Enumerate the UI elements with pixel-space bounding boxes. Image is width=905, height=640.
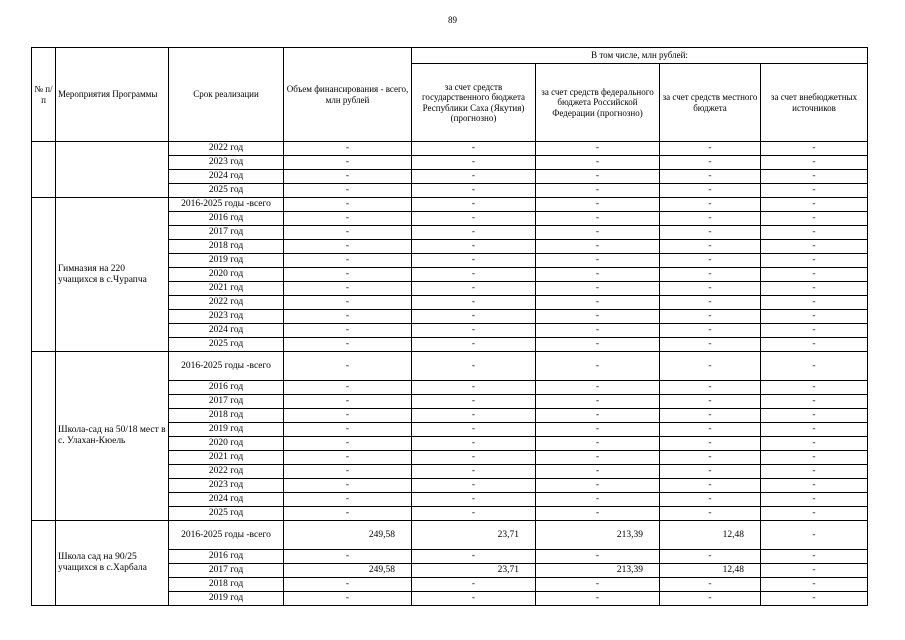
local-cell: -: [660, 437, 761, 451]
local-cell: -: [660, 296, 761, 310]
volume-cell: -: [284, 409, 412, 423]
extra-cell: -: [761, 381, 868, 395]
state-cell: -: [412, 254, 536, 268]
volume-cell: -: [284, 282, 412, 296]
extra-cell: -: [761, 170, 868, 184]
extra-cell: -: [761, 352, 868, 381]
federal-cell: -: [536, 324, 660, 338]
state-cell: -: [412, 282, 536, 296]
state-cell: -: [412, 240, 536, 254]
period-cell: 2025 год: [169, 184, 284, 198]
period-cell: 2024 год: [169, 493, 284, 507]
extra-cell: -: [761, 437, 868, 451]
period-cell: 2018 год: [169, 578, 284, 592]
state-cell: -: [412, 184, 536, 198]
period-cell: 2024 год: [169, 324, 284, 338]
federal-cell: -: [536, 493, 660, 507]
volume-cell: -: [284, 493, 412, 507]
volume-cell: -: [284, 395, 412, 409]
row-number-cell: [32, 142, 56, 198]
volume-cell: -: [284, 507, 412, 521]
federal-cell: -: [536, 479, 660, 493]
extra-cell: -: [761, 592, 868, 606]
federal-cell: -: [536, 423, 660, 437]
table-body: [32, 142, 868, 606]
extra-cell: -: [761, 184, 868, 198]
federal-cell: -: [536, 212, 660, 226]
state-cell: -: [412, 592, 536, 606]
federal-cell: -: [536, 437, 660, 451]
federal-cell: 213,39: [536, 564, 660, 578]
state-cell: -: [412, 324, 536, 338]
period-cell: 2022 год: [169, 142, 284, 156]
volume-cell: -: [284, 578, 412, 592]
state-cell: -: [412, 395, 536, 409]
local-cell: -: [660, 254, 761, 268]
state-cell: -: [412, 550, 536, 564]
federal-cell: -: [536, 338, 660, 352]
extra-cell: -: [761, 564, 868, 578]
event-name: Школа сад на 90/25 учащихся в с.Харбала: [56, 521, 169, 606]
volume-cell: -: [284, 381, 412, 395]
state-cell: -: [412, 352, 536, 381]
local-cell: -: [660, 212, 761, 226]
federal-cell: -: [536, 578, 660, 592]
local-cell: -: [660, 479, 761, 493]
period-cell: 2021 год: [169, 282, 284, 296]
federal-cell: -: [536, 198, 660, 212]
federal-cell: -: [536, 507, 660, 521]
header-volume: Объем финансирования - всего, млн рублей: [284, 48, 412, 142]
period-cell: 2025 год: [169, 507, 284, 521]
state-cell: -: [412, 381, 536, 395]
volume-cell: -: [284, 423, 412, 437]
state-cell: -: [412, 338, 536, 352]
extra-cell: -: [761, 550, 868, 564]
local-cell: -: [660, 578, 761, 592]
period-cell: 2018 год: [169, 409, 284, 423]
state-cell: 23,71: [412, 564, 536, 578]
volume-cell: -: [284, 212, 412, 226]
period-cell: 2016-2025 годы -всего: [169, 198, 284, 212]
header-extra-budget: за счет внебюджетных источников: [761, 64, 868, 142]
volume-cell: -: [284, 310, 412, 324]
extra-cell: -: [761, 198, 868, 212]
local-cell: 12,48: [660, 564, 761, 578]
state-cell: -: [412, 507, 536, 521]
volume-cell: -: [284, 142, 412, 156]
federal-cell: -: [536, 465, 660, 479]
row-number-cell: [32, 198, 56, 352]
local-cell: -: [660, 156, 761, 170]
federal-cell: -: [536, 226, 660, 240]
header-period: Срок реализации: [169, 48, 284, 142]
federal-cell: 213,39: [536, 521, 660, 550]
period-cell: 2016-2025 годы -всего: [169, 521, 284, 550]
state-cell: 23,71: [412, 521, 536, 550]
period-cell: 2021 год: [169, 451, 284, 465]
volume-cell: 249,58: [284, 564, 412, 578]
state-cell: -: [412, 465, 536, 479]
event-name: Школа-сад на 50/18 мест в с. Улахан-Кюель: [56, 352, 169, 521]
extra-cell: -: [761, 423, 868, 437]
header-event: Мероприятия Программы: [56, 48, 169, 142]
volume-cell: -: [284, 592, 412, 606]
period-cell: 2016 год: [169, 550, 284, 564]
period-cell: 2019 год: [169, 254, 284, 268]
local-cell: -: [660, 352, 761, 381]
volume-cell: -: [284, 226, 412, 240]
local-cell: -: [660, 142, 761, 156]
extra-cell: -: [761, 212, 868, 226]
extra-cell: -: [761, 310, 868, 324]
local-cell: -: [660, 451, 761, 465]
state-cell: -: [412, 437, 536, 451]
volume-cell: -: [284, 296, 412, 310]
local-cell: -: [660, 592, 761, 606]
local-cell: -: [660, 395, 761, 409]
extra-cell: -: [761, 338, 868, 352]
federal-cell: -: [536, 254, 660, 268]
local-cell: -: [660, 507, 761, 521]
state-cell: -: [412, 226, 536, 240]
state-cell: -: [412, 212, 536, 226]
volume-cell: -: [284, 170, 412, 184]
period-cell: 2017 год: [169, 395, 284, 409]
table-row: [32, 142, 868, 156]
state-cell: -: [412, 170, 536, 184]
period-cell: 2016 год: [169, 212, 284, 226]
volume-cell: -: [284, 184, 412, 198]
header-state-budget: за счет средств государственного бюджета Республики Саха (Якутия) (прогнозно): [412, 64, 536, 142]
event-name: [56, 142, 169, 198]
extra-cell: -: [761, 156, 868, 170]
volume-cell: -: [284, 550, 412, 564]
extra-cell: -: [761, 521, 868, 550]
local-cell: -: [660, 550, 761, 564]
federal-cell: -: [536, 142, 660, 156]
volume-cell: -: [284, 198, 412, 212]
extra-cell: -: [761, 507, 868, 521]
event-name: Гимназия на 220 учащихся в с.Чурапча: [56, 198, 169, 352]
local-cell: -: [660, 409, 761, 423]
state-cell: -: [412, 479, 536, 493]
state-cell: -: [412, 142, 536, 156]
state-cell: -: [412, 156, 536, 170]
volume-cell: -: [284, 240, 412, 254]
federal-cell: -: [536, 550, 660, 564]
local-cell: -: [660, 198, 761, 212]
extra-cell: -: [761, 324, 868, 338]
local-cell: -: [660, 465, 761, 479]
period-cell: 2025 год: [169, 338, 284, 352]
period-cell: 2024 год: [169, 170, 284, 184]
extra-cell: -: [761, 479, 868, 493]
state-cell: -: [412, 423, 536, 437]
local-cell: -: [660, 423, 761, 437]
header-federal-budget: за счет средств федерального бюджета Российской Федерации (прогнозно): [536, 64, 660, 142]
state-cell: -: [412, 310, 536, 324]
volume-cell: -: [284, 352, 412, 381]
local-cell: -: [660, 282, 761, 296]
state-cell: -: [412, 493, 536, 507]
extra-cell: -: [761, 296, 868, 310]
period-cell: 2022 год: [169, 296, 284, 310]
header-local-budget: за счет средств местного бюджета: [660, 64, 761, 142]
period-cell: 2023 год: [169, 479, 284, 493]
federal-cell: -: [536, 268, 660, 282]
extra-cell: -: [761, 395, 868, 409]
federal-cell: -: [536, 170, 660, 184]
header-including: В том числе, млн рублей:: [412, 48, 868, 64]
extra-cell: -: [761, 493, 868, 507]
extra-cell: -: [761, 226, 868, 240]
federal-cell: -: [536, 451, 660, 465]
local-cell: 12,48: [660, 521, 761, 550]
federal-cell: -: [536, 156, 660, 170]
federal-cell: -: [536, 282, 660, 296]
local-cell: -: [660, 226, 761, 240]
extra-cell: -: [761, 240, 868, 254]
period-cell: 2019 год: [169, 423, 284, 437]
state-cell: -: [412, 198, 536, 212]
period-cell: 2016 год: [169, 381, 284, 395]
volume-cell: -: [284, 338, 412, 352]
period-cell: 2020 год: [169, 268, 284, 282]
federal-cell: -: [536, 381, 660, 395]
volume-cell: -: [284, 479, 412, 493]
state-cell: -: [412, 296, 536, 310]
extra-cell: -: [761, 254, 868, 268]
volume-cell: -: [284, 254, 412, 268]
federal-cell: -: [536, 592, 660, 606]
volume-cell: 249,58: [284, 521, 412, 550]
state-cell: -: [412, 451, 536, 465]
local-cell: -: [660, 324, 761, 338]
federal-cell: -: [536, 352, 660, 381]
page-number: 89: [448, 15, 457, 25]
period-cell: 2023 год: [169, 310, 284, 324]
state-cell: -: [412, 578, 536, 592]
period-cell: 2017 год: [169, 226, 284, 240]
extra-cell: -: [761, 268, 868, 282]
header-no: № п/п: [32, 48, 56, 142]
extra-cell: -: [761, 578, 868, 592]
period-cell: 2020 год: [169, 437, 284, 451]
federal-cell: -: [536, 409, 660, 423]
local-cell: -: [660, 493, 761, 507]
extra-cell: -: [761, 409, 868, 423]
federal-cell: -: [536, 296, 660, 310]
local-cell: -: [660, 184, 761, 198]
volume-cell: -: [284, 437, 412, 451]
period-cell: 2018 год: [169, 240, 284, 254]
financing-table: [31, 47, 868, 606]
local-cell: -: [660, 381, 761, 395]
extra-cell: -: [761, 142, 868, 156]
local-cell: -: [660, 268, 761, 282]
federal-cell: -: [536, 240, 660, 254]
extra-cell: -: [761, 282, 868, 296]
extra-cell: -: [761, 465, 868, 479]
period-cell: 2022 год: [169, 465, 284, 479]
period-cell: 2019 год: [169, 592, 284, 606]
period-cell: 2023 год: [169, 156, 284, 170]
volume-cell: -: [284, 465, 412, 479]
federal-cell: -: [536, 310, 660, 324]
table-row: [32, 352, 868, 381]
federal-cell: -: [536, 395, 660, 409]
row-number-cell: [32, 521, 56, 606]
local-cell: -: [660, 310, 761, 324]
federal-cell: -: [536, 184, 660, 198]
row-number-cell: [32, 352, 56, 521]
state-cell: -: [412, 409, 536, 423]
table-row: [32, 198, 868, 212]
extra-cell: -: [761, 451, 868, 465]
local-cell: -: [660, 170, 761, 184]
table-row: [32, 521, 868, 550]
period-cell: 2017 год: [169, 564, 284, 578]
volume-cell: -: [284, 451, 412, 465]
period-cell: 2016-2025 годы -всего: [169, 352, 284, 381]
local-cell: -: [660, 240, 761, 254]
volume-cell: -: [284, 324, 412, 338]
local-cell: -: [660, 338, 761, 352]
volume-cell: -: [284, 156, 412, 170]
state-cell: -: [412, 268, 536, 282]
volume-cell: -: [284, 268, 412, 282]
